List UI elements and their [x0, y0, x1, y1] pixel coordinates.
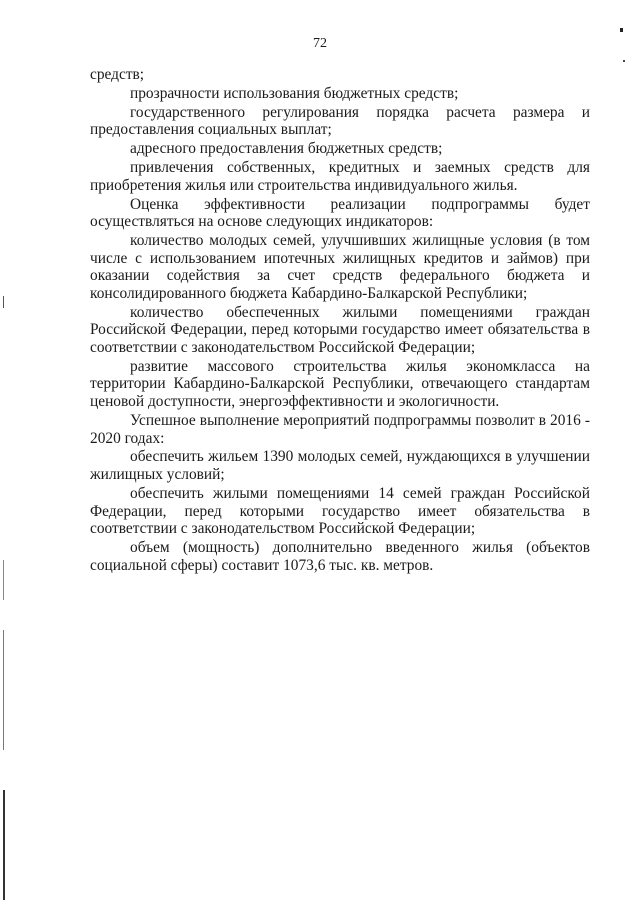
- scan-edge-mark: [3, 296, 4, 308]
- paragraph-3: государственного регулирования порядка расчета размера и предоставления социальных выплат;: [90, 103, 590, 139]
- paragraph-5: привлечения собственных, кредитных и заемных средств для приобретения жилья или строительства индивидуального жилья.: [90, 159, 590, 194]
- paragraph-13: объем (мощность) дополнительно введенного жилья (объектов социальной сферы) составит 1073,6 тыс. кв. метров.: [90, 539, 590, 574]
- paragraph-10: Успешное выполнение мероприятий подпрограммы позволит в 2016 - 2020 годах:: [90, 411, 590, 447]
- paragraph-9: развитие массового строительства жилья экономкласса на территории Кабардино-Балкарской Республики, отвечающего стандартам ценовой доступности, энергоэффективности и экологичности.: [90, 357, 590, 411]
- page-number: 72: [313, 36, 327, 51]
- scan-edge-mark: [3, 630, 4, 750]
- scan-edge-mark: [620, 28, 623, 32]
- paragraph-7: количество молодых семей, улучшивших жилищные условия (в том числе с использованием ипотечных жилищных кредитов и займов) при оказании содействия за счет средств федерального бюджета и консолидированного бюджета Кабардино-Балкарской Республики;: [90, 232, 590, 302]
- scan-edge-mark: [623, 60, 625, 62]
- paragraph-1: средств;: [90, 66, 145, 83]
- paragraph-2: прозрачности использования бюджетных средств;: [130, 84, 459, 102]
- scan-edge-mark: [3, 560, 4, 600]
- paragraph-8: количество обеспеченных жилыми помещениями граждан Российской Федерации, перед которыми государство имеет обязательства в соответствии с законодательством Российской Федерации;: [90, 303, 590, 356]
- scan-edge-mark: [3, 790, 5, 900]
- paragraph-4: адресного предоставления бюджетных средств;: [130, 140, 443, 158]
- paragraph-6: Оценка эффективности реализации подпрограммы будет осуществляться на основе следующих индикаторов:: [90, 195, 590, 231]
- document-body: [90, 66, 590, 575]
- paragraph-11: обеспечить жильем 1390 молодых семей, нуждающихся в улучшении жилищных условий;: [90, 448, 590, 484]
- paragraph-12: обеспечить жилыми помещениями 14 семей граждан Российской Федерации, перед которыми государство имеет обязательства в соответствии с законодательством Российской Федерации;: [90, 484, 590, 538]
